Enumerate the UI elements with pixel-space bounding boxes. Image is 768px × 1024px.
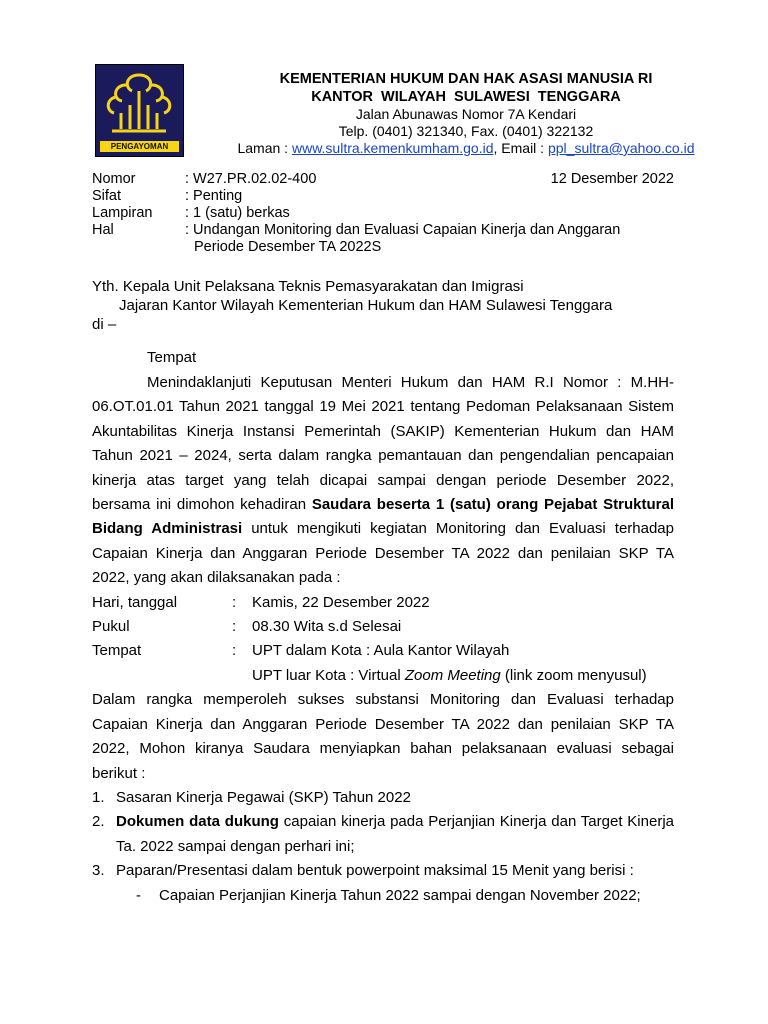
ministry-logo: [95, 64, 184, 157]
tempat-2-text-a: UPT luar Kota : Virtual: [252, 666, 405, 684]
hari-colon: :: [232, 593, 237, 611]
schedule-row-hari: [92, 591, 674, 615]
tempat-value-2: [252, 664, 674, 688]
list-item-text: Sasaran Kinerja Pegawai (SKP) Tahun 2022: [116, 788, 411, 806]
addressee-line-2: Jajaran Kantor Wilayah Kementerian Hukum dan HAM Sulawesi Tenggara: [119, 297, 613, 314]
pukul-colon: :: [232, 618, 237, 636]
paragraph-2: Dalam rangka memperoleh sukses substansi Monitoring dan Evaluasi terhadap Capaian Kinerja dan Anggaran Periode Desember TA 2022 dan penilaian SKP TA 2022, Mohon kiranya Saudara menyiapkan bahan pelaksanaan evaluasi sebagai berikut :: [92, 691, 674, 782]
list-item-number: 1.: [92, 788, 105, 806]
addressee: [92, 277, 682, 367]
addressee-line-3: di –: [92, 316, 117, 333]
list-item-text: [116, 810, 674, 859]
hari-label: Hari, tanggal: [92, 593, 178, 611]
list-item-rest: capaian kinerja pada Perjanjian Kinerja dan Target Kinerja Ta. 2022 sampai dengan perhari ini;: [116, 813, 674, 855]
list-item-text: Paparan/Presentasi dalam bentuk powerpoint maksimal 15 Menit yang berisi :: [116, 862, 634, 880]
logo-caption: PENGAYOMAN: [100, 141, 179, 152]
addressee-line-4: Tempat: [147, 349, 197, 366]
office-address: Jalan Abunawas Nomor 7A Kendari: [355, 106, 577, 122]
sifat-label: Sifat: [92, 188, 122, 204]
addressee-line-1: Yth. Kepala Unit Pelaksana Teknis Pemasyarakatan dan Imigrasi: [92, 278, 524, 295]
preparation-list: [92, 786, 674, 884]
list-item-number: 2.: [92, 813, 105, 831]
hal-value-continued: Periode Desember TA 2022S: [194, 239, 382, 255]
letter-body: [92, 371, 674, 908]
lampiran-label: Lampiran: [92, 205, 153, 221]
hal-value: : Undangan Monitoring dan Evaluasi Capaian Kinerja dan Anggaran: [185, 222, 621, 238]
tempat-label: Tempat: [92, 642, 142, 660]
letter-date: 12 Desember 2022: [550, 171, 674, 187]
sub-list-item-text: Capaian Perjanjian Kinerja Tahun 2022 sampai dengan November 2022;: [159, 886, 641, 904]
paragraph-1: [92, 371, 674, 591]
letterhead: [186, 70, 746, 157]
nomor-label: Nomor: [92, 171, 136, 187]
paragraph-1-text-a: Menindaklanjuti Keputusan Menteri Hukum dan HAM R.I Nomor : M.HH-06.OT.01.01 Tahun 2021 tanggal 19 Mei 2021 tentang Pedoman Pelaksanaan Sistem Akuntabilitas Kinerja Instansi Pemerintah (SAKIP) Kementerian Hukum dan HAM Tahun 2021 – 2024, serta dalam rangka pemantauan dan pengendalian pencapaian kinerja atas target yang telah dicapai sampai dengan periode Desember 2022, bersama ini dimohon kehadiran: [92, 374, 674, 514]
schedule-row-pukul: [92, 615, 674, 639]
schedule-row-tempat: [92, 639, 674, 663]
tempat-value: UPT dalam Kota : Aula Kantor Wilayah: [252, 642, 510, 660]
laman-label: Laman :: [237, 140, 292, 156]
dash-bullet: -: [136, 886, 141, 904]
sifat-value: : Penting: [185, 188, 243, 204]
nomor-value: : W27.PR.02.02-400: [185, 171, 317, 187]
office-name: KANTOR WILAYAH SULAWESI TENGGARA: [311, 89, 621, 105]
tempat-colon: :: [232, 642, 237, 660]
schedule-row-tempat-2: [92, 664, 674, 688]
lampiran-value: : 1 (satu) berkas: [185, 205, 290, 221]
pukul-label: Pukul: [92, 618, 130, 636]
sub-list-item: [92, 884, 674, 908]
office-phone: Telp. (0401) 321340, Fax. (0401) 322132: [338, 123, 594, 139]
office-contact: [186, 140, 746, 157]
list-item: [92, 786, 674, 810]
ministry-name: KEMENTERIAN HUKUM DAN HAK ASASI MANUSIA RI: [279, 71, 653, 87]
list-item-number: 3.: [92, 862, 105, 880]
paragraph-1-text-b: untuk mengikuti kegiatan Monitoring dan Evaluasi terhadap Capaian Kinerja dan Anggaran Periode Desember TA 2022 dan penilaian SKP TA 2022, yang akan dilaksanakan pada :: [92, 520, 674, 587]
pukul-value: 08.30 Wita s.d Selesai: [252, 618, 402, 636]
list-item: [92, 859, 674, 883]
hari-value: Kamis, 22 Desember 2022: [252, 593, 430, 611]
paragraph-1-bold: Saudara beserta 1 (satu) orang Pejabat Struktural Bidang Administrasi: [92, 496, 674, 538]
email-link[interactable]: ppl_sultra@yahoo.co.id: [547, 140, 695, 156]
tempat-2-text-b: (link zoom menyusul): [500, 666, 647, 684]
list-item-bold: Dokumen data dukung: [116, 813, 279, 831]
email-label: , Email :: [493, 140, 548, 156]
letter-meta: [92, 171, 682, 256]
website-link[interactable]: www.sultra.kemenkumham.go.id: [291, 140, 494, 156]
list-item: [92, 810, 674, 859]
hal-label: Hal: [92, 222, 114, 238]
tempat-2-italic: Zoom Meeting: [404, 666, 501, 684]
